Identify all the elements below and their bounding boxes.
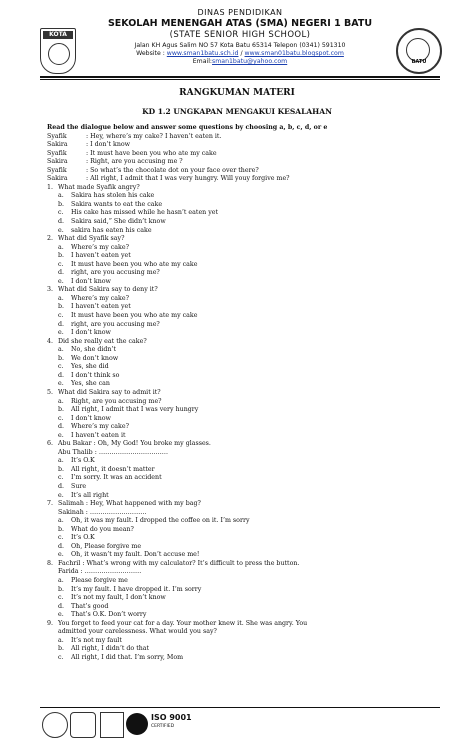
answer-option[interactable] — [47, 252, 467, 261]
option-letter: b. — [58, 525, 65, 533]
option-letter: a. — [58, 294, 64, 302]
answer-option[interactable] — [47, 483, 467, 492]
header-website — [80, 50, 400, 57]
city-emblem-icon — [48, 43, 70, 65]
answer-option[interactable] — [47, 551, 467, 560]
question-text: Did she really eat the cake? — [58, 337, 147, 345]
option-text: All right, I admit that I was very hungry — [71, 406, 199, 414]
option-letter: d. — [58, 320, 65, 328]
header-school-name: SEKOLAH MENENGAH ATAS (SMA) NEGERI 1 BATU — [107, 18, 373, 29]
answer-option[interactable] — [47, 355, 467, 364]
iso-sub-label: CERTIFIED — [151, 724, 175, 729]
option-letter: b. — [58, 645, 65, 653]
option-text: I don’t know — [71, 414, 111, 422]
question-continuation: Sakinah : ……………………… — [58, 508, 147, 516]
question — [47, 184, 467, 193]
option-letter: c. — [58, 363, 64, 371]
answer-option[interactable] — [47, 432, 467, 441]
option-text: It’s not my fault — [71, 636, 122, 644]
answer-option[interactable] — [47, 611, 467, 620]
instruction: Read the dialogue below and answer some questions by choosing a, b, c, d, or e — [47, 124, 328, 131]
question-number: 4. — [47, 337, 54, 345]
option-text: We don’t know — [71, 354, 119, 362]
option-letter: d. — [58, 602, 65, 610]
question-text: Abu Bakar : Oh, My God! You broke my glasses. — [58, 440, 211, 448]
option-letter: d. — [58, 482, 65, 490]
option-text: sakira has eaten his cake — [71, 226, 152, 234]
option-letter: d. — [58, 423, 65, 431]
option-letter: a. — [58, 517, 64, 525]
option-letter: a. — [58, 636, 64, 644]
option-letter: d. — [58, 218, 65, 226]
option-letter: c. — [58, 260, 64, 268]
website-link-2[interactable]: www.sman01batu.blogspot.com — [244, 50, 344, 57]
option-letter: c. — [58, 209, 64, 217]
answer-option[interactable] — [47, 329, 467, 338]
answer-option[interactable] — [47, 654, 467, 663]
answer-option[interactable] — [47, 363, 467, 372]
dialogue-text: : I don’t know — [86, 141, 131, 149]
iso-badge-icon — [126, 713, 148, 735]
dialogue-line — [47, 167, 467, 176]
answer-option[interactable] — [47, 543, 467, 552]
option-letter: a. — [58, 192, 64, 200]
dialogue-text: : It must have been you who ate my cake — [86, 149, 217, 157]
option-text: That’s good — [71, 602, 109, 610]
answer-option[interactable] — [47, 423, 467, 432]
option-text: It must have been you who ate my cake — [71, 260, 198, 268]
option-letter: a. — [58, 576, 64, 584]
dialogue-text: : All right, I admit that I was very hungry. Will youy forgive me? — [86, 175, 290, 183]
answer-option[interactable] — [47, 466, 467, 475]
document-title: RANGKUMAN MATERI — [179, 88, 295, 98]
option-text: Where’s my cake? — [71, 423, 129, 431]
question-number: 7. — [47, 500, 54, 508]
answer-option[interactable] — [47, 415, 467, 424]
question-list — [47, 184, 467, 663]
answer-option[interactable] — [47, 192, 467, 201]
email-label: Email: — [192, 58, 213, 65]
city-logo-label: KOTA BATU — [43, 31, 73, 39]
answer-option[interactable] — [47, 645, 467, 654]
dialogue-speaker: Sakira — [47, 158, 68, 166]
option-text: All right, I didn’t do that — [71, 645, 150, 653]
option-letter: a. — [58, 457, 64, 465]
answer-option[interactable] — [47, 586, 467, 595]
option-letter: a. — [58, 397, 64, 405]
question-text: Salimah : Hey, What happened with my bag? — [58, 500, 201, 508]
question — [47, 389, 467, 398]
answer-option[interactable] — [47, 474, 467, 483]
option-text: All right, it doesn’t matter — [71, 465, 155, 473]
option-letter: e. — [58, 226, 64, 234]
option-letter: b. — [58, 465, 65, 473]
question-text: What did Sakira say to admit it? — [58, 388, 161, 396]
option-letter: e. — [58, 611, 64, 619]
option-text: His cake has missed while he hasn’t eaten yet — [71, 209, 219, 217]
header-department: DINAS PENDIDIKAN — [197, 8, 283, 17]
header-divider-thick — [40, 76, 440, 78]
dialogue-line — [47, 158, 467, 167]
option-text: Sakira has stolen his cake — [71, 192, 155, 200]
option-text: Sakira said,” She didn’t know — [71, 218, 166, 226]
question — [47, 500, 467, 509]
question — [47, 560, 467, 569]
header-email — [80, 58, 400, 65]
option-text: Right, are you accusing me? — [71, 397, 162, 405]
dialogue-line — [47, 150, 467, 159]
answer-option[interactable] — [47, 218, 467, 227]
question — [47, 440, 467, 449]
website-link-1[interactable]: www.sman1batu.sch.id — [166, 50, 239, 57]
answer-option[interactable] — [47, 269, 467, 278]
option-text: I haven’t eaten it — [71, 431, 126, 439]
answer-option[interactable] — [47, 398, 467, 407]
option-letter: c. — [58, 653, 64, 661]
answer-option[interactable] — [47, 526, 467, 535]
option-letter: b. — [58, 585, 65, 593]
option-letter: e. — [58, 277, 64, 285]
answer-option[interactable] — [47, 303, 467, 312]
footer-logo-1-icon — [42, 712, 68, 738]
option-text: It’s O.K — [71, 534, 95, 542]
question-text: What did Syafik say? — [58, 235, 125, 243]
option-text: It’s my fault. I have dropped it. I’m sorry — [71, 585, 202, 593]
option-text: Oh, Please forgive me — [71, 542, 142, 550]
dialogue-line — [47, 141, 467, 150]
option-text: That’s O.K. Don’t worry — [71, 611, 147, 619]
option-text: Please forgive me — [71, 576, 128, 584]
option-letter: d. — [58, 269, 65, 277]
email-link[interactable]: sman1batu@yahoo.com — [212, 58, 288, 65]
worksheet-content — [47, 124, 467, 662]
option-text: Oh, it wasn’t my fault. Don’t accuse me! — [71, 551, 200, 559]
answer-option[interactable] — [47, 637, 467, 646]
answer-option[interactable] — [47, 603, 467, 612]
answer-option[interactable] — [47, 380, 467, 389]
option-text: It’s not my fault, I don’t know — [71, 594, 166, 602]
footer-logo-2-icon — [70, 712, 96, 738]
option-text: It’s O.K — [71, 457, 95, 465]
option-text: I don’t know — [71, 329, 111, 337]
answer-option[interactable] — [47, 492, 467, 501]
header-school-english: (STATE SENIOR HIGH SCHOOL) — [169, 30, 311, 40]
school-logo — [396, 28, 442, 74]
option-letter: b. — [58, 200, 65, 208]
question-continuation: Farida : ……………………… — [58, 568, 142, 576]
question-text: What did Sakira say to deny it? — [58, 286, 158, 294]
answer-option[interactable] — [47, 457, 467, 466]
question-number: 9. — [47, 619, 54, 627]
question-continuation: Abu Thalib : …………………………… — [58, 448, 169, 456]
question-number: 3. — [47, 286, 54, 294]
answer-option[interactable] — [47, 295, 467, 304]
city-logo — [40, 28, 76, 74]
question-number: 2. — [47, 235, 54, 243]
option-text: Sure — [71, 482, 87, 490]
answer-option[interactable] — [47, 201, 467, 210]
answer-option[interactable] — [47, 261, 467, 270]
option-text: I don’t think so — [71, 371, 120, 379]
footer-divider — [40, 707, 440, 708]
document-subtitle: KD 1.2 UNGKAPAN MENGAKUI KESALAHAN — [142, 107, 332, 116]
option-letter: a. — [58, 346, 64, 354]
dialogue-speaker: Sakira — [47, 175, 68, 183]
dialogue-text: : So what’s the chocolate dot on your face over there? — [86, 166, 259, 174]
question-text: You forget to feed your cat for a day. Your mother knew it. She was angry. You — [58, 619, 308, 627]
option-letter: c. — [58, 312, 64, 320]
answer-option[interactable] — [47, 278, 467, 287]
option-letter: b. — [58, 406, 65, 414]
answer-option[interactable] — [47, 209, 467, 218]
option-letter: d. — [58, 542, 65, 550]
option-letter: c. — [58, 534, 64, 542]
option-text: I haven’t eaten yet — [71, 303, 131, 311]
question — [47, 620, 467, 629]
dialogue-text: : Right, are you accusing me ? — [86, 158, 183, 166]
option-text: Where’s my cake? — [71, 243, 129, 251]
dialogue-speaker: Syafik — [47, 166, 67, 174]
question — [47, 286, 467, 295]
dialogue-line — [47, 175, 467, 184]
question-text: What made Syafik angry? — [58, 183, 140, 191]
question-text: Fachril : What’s wrong with my calculator? It’s difficult to press the button. — [58, 559, 300, 567]
option-letter: c. — [58, 474, 64, 482]
option-text: right, are you accusing me? — [71, 320, 160, 328]
option-text: Yes, she can — [71, 380, 110, 388]
option-letter: b. — [58, 303, 65, 311]
answer-option[interactable] — [47, 594, 467, 603]
option-text: It’s all right — [71, 491, 109, 499]
option-text: Oh, it was my fault. I dropped the coffee on it. I’m sorry — [71, 517, 250, 525]
dialogue-speaker: Sakira — [47, 141, 68, 149]
answer-option[interactable] — [47, 406, 467, 415]
option-letter: b. — [58, 252, 65, 260]
question-number: 8. — [47, 559, 54, 567]
option-letter: b. — [58, 354, 65, 362]
option-letter: d. — [58, 371, 65, 379]
website-label: Website : — [136, 50, 165, 57]
website-separator: / — [238, 50, 245, 57]
footer-logo-3-icon — [100, 712, 124, 738]
option-text: right, are you accusing me? — [71, 269, 160, 277]
answer-option[interactable] — [47, 312, 467, 321]
option-text: Yes, she did — [71, 363, 109, 371]
question-number: 6. — [47, 440, 54, 448]
question-continuation: admitted your carelessness. What would you say? — [58, 628, 217, 636]
option-letter: e. — [58, 431, 64, 439]
option-letter: e. — [58, 551, 64, 559]
answer-option[interactable] — [47, 534, 467, 543]
option-text: I don’t know — [71, 277, 111, 285]
dialogue-speaker: Syafik — [47, 132, 67, 140]
option-text: I’m sorry. It was an accident — [71, 474, 162, 482]
dialogue — [47, 133, 467, 184]
header-divider-thin — [40, 79, 440, 80]
question — [47, 338, 467, 347]
option-letter: c. — [58, 594, 64, 602]
option-letter: e. — [58, 491, 64, 499]
answer-option[interactable] — [47, 346, 467, 355]
question-number: 5. — [47, 388, 54, 396]
answer-option[interactable] — [47, 244, 467, 253]
dialogue-speaker: Syafik — [47, 149, 67, 157]
option-text: No, she didn’t — [71, 346, 116, 354]
option-text: All right, I did that. I’m sorry, Mom — [71, 653, 184, 661]
option-letter: e. — [58, 380, 64, 388]
answer-option[interactable] — [47, 372, 467, 381]
option-text: I haven’t eaten yet — [71, 252, 131, 260]
answer-option[interactable] — [47, 577, 467, 586]
option-text: It must have been you who ate my cake — [71, 312, 198, 320]
answer-option[interactable] — [47, 517, 467, 526]
question-number: 1. — [47, 183, 54, 191]
option-text: Sakira wants to eat the cake — [71, 200, 163, 208]
header-address: Jalan KH Agus Salim NO 57 Kota Batu 65314 Telepon (0341) 591310 — [134, 42, 346, 49]
dialogue-line — [47, 133, 467, 142]
dialogue-text: : Hey, where’s my cake? I haven’t eaten it. — [86, 132, 222, 140]
answer-option[interactable] — [47, 321, 467, 330]
option-letter: a. — [58, 243, 64, 251]
option-text: What do you mean? — [71, 525, 134, 533]
option-letter: c. — [58, 414, 64, 422]
letterhead — [40, 6, 440, 76]
option-letter: e. — [58, 329, 64, 337]
iso-label: ISO 9001 — [151, 713, 192, 722]
option-text: Where’s my cake? — [71, 294, 129, 302]
question — [47, 235, 467, 244]
answer-option[interactable] — [47, 227, 467, 236]
school-logo-label: BATU — [411, 59, 427, 65]
